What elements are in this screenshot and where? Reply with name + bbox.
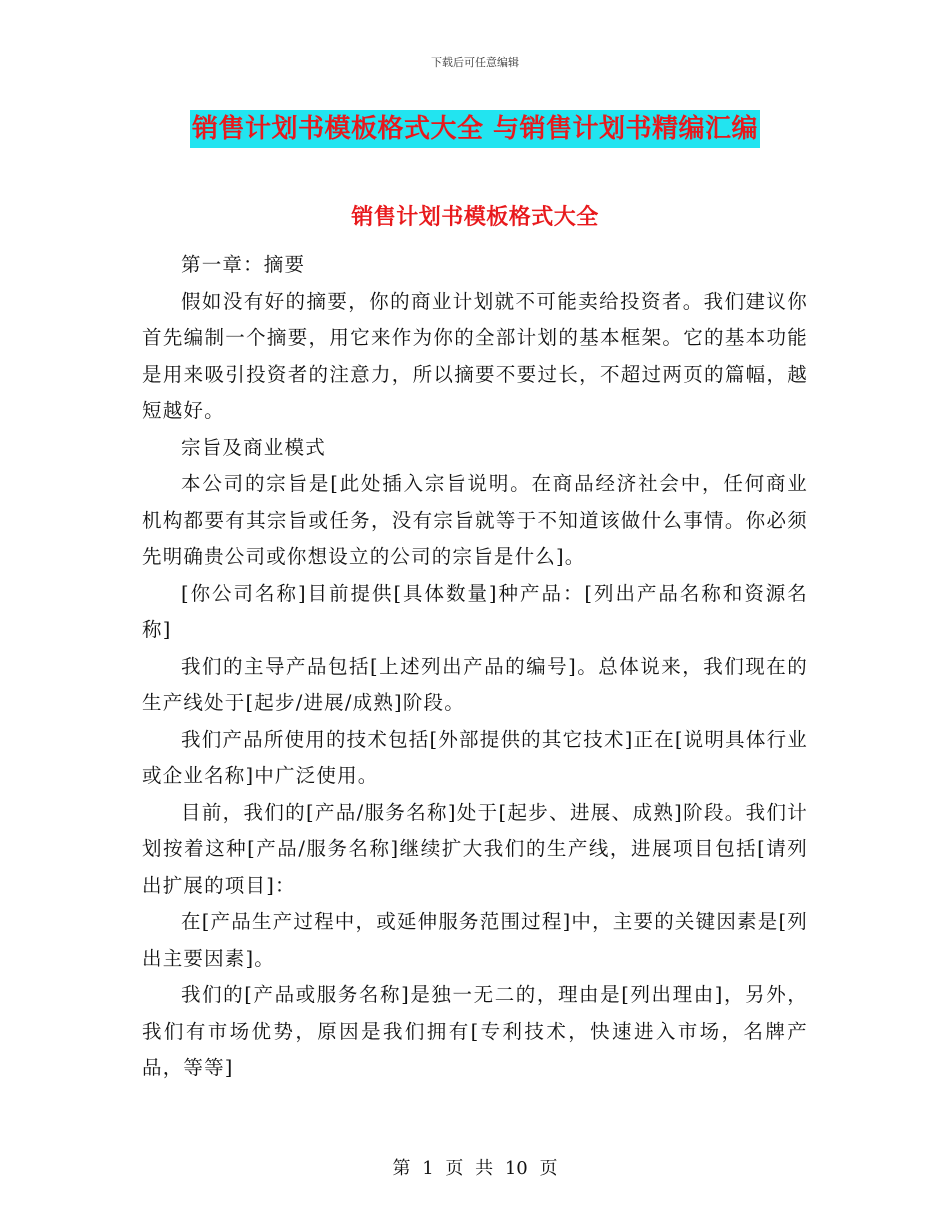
header-note: 下载后可任意编辑 xyxy=(431,56,519,69)
paragraph: 在[产品生产过程中，或延伸服务范围过程]中，主要的关键因素是[列出主要因素]。 xyxy=(142,910,808,970)
page-number-footer: 第 1 页 共 10 页 xyxy=(392,1158,558,1179)
paragraph: 本公司的宗旨是[此处插入宗旨说明。在商品经济社会中，任何商业机构都要有其宗旨或任务，没有宗旨就等于不知道该做什么事情。你必须先明确贵公司或你想设立的公司的宗旨是什么]。 xyxy=(142,472,808,568)
paragraph: [你公司名称]目前提供[具体数量]种产品：[列出产品名称和资源名称] xyxy=(142,581,808,641)
document-body xyxy=(142,247,808,1087)
section-title: 销售计划书模板格式大全 xyxy=(351,205,599,230)
main-title-container xyxy=(0,110,950,148)
paragraph: 我们的主导产品包括[上述列出产品的编号]。总体说来，我们现在的生产线处于[起步/进展/成熟]阶段。 xyxy=(142,654,808,714)
paragraph: 假如没有好的摘要，你的商业计划就不可能卖给投资者。我们建议你首先编制一个摘要，用它来作为你的全部计划的基本框架。它的基本功能是用来吸引投资者的注意力，所以摘要不要过长，不超过两页的篇幅，越短越好。 xyxy=(142,289,808,422)
paragraph: 我们产品所使用的技术包括[外部提供的其它技术]正在[说明具体行业或企业名称]中广泛使用。 xyxy=(142,727,808,787)
paragraph: 目前，我们的[产品/服务名称]处于[起步、进展、成熟]阶段。我们计划按着这种[产品/服务名称]继续扩大我们的生产线，进展项目包括[请列出扩展的项目]： xyxy=(142,800,808,897)
main-title: 销售计划书模板格式大全 与销售计划书精编汇编 xyxy=(190,110,760,148)
chapter-heading: 第一章：摘要 xyxy=(181,253,306,276)
paragraph: 我们的[产品或服务名称]是独一无二的，理由是[列出理由]，另外，我们有市场优势，原因是我们拥有[专利技术，快速进入市场，名牌产品，等等] xyxy=(142,983,808,1079)
section-heading: 宗旨及商业模式 xyxy=(181,435,326,459)
